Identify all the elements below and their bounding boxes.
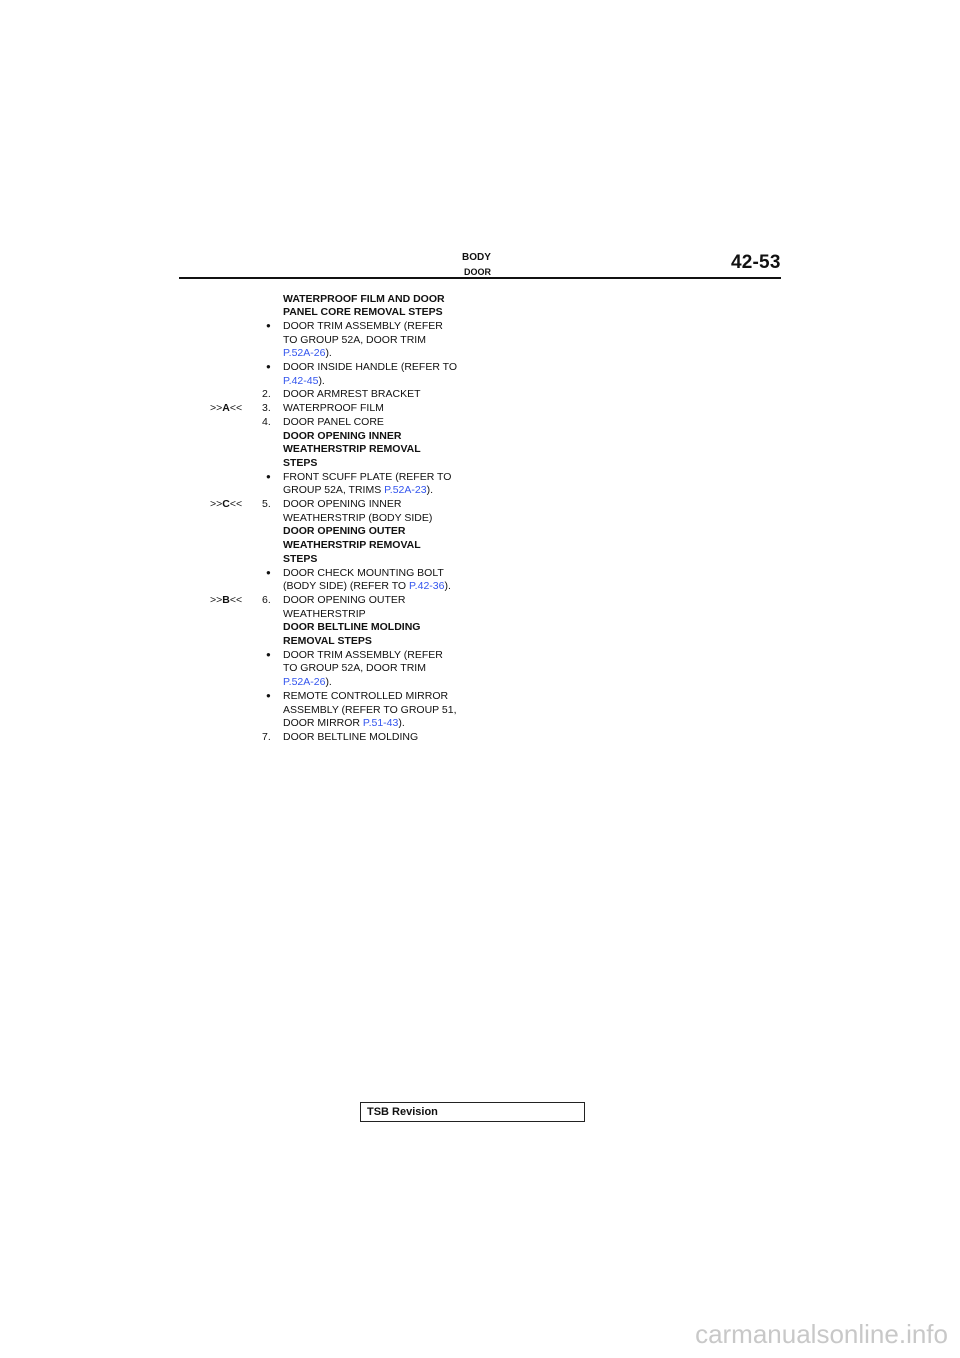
procedure-line (0, 346, 960, 360)
tag-close: << (229, 593, 243, 606)
line-text (283, 401, 384, 415)
line-text-content: DOOR OPENING OUTER (283, 525, 406, 538)
line-text (283, 634, 372, 648)
subsection-title: DOOR (464, 267, 491, 277)
line-text (283, 442, 421, 456)
line-text (283, 689, 448, 703)
bullet-icon: ● (266, 471, 271, 481)
line-text-content: PANEL CORE REMOVAL STEPS (283, 306, 443, 319)
line-text (283, 415, 384, 429)
line-text-content: REMOTE CONTROLLED MIRROR (283, 689, 449, 702)
line-text-content: FRONT SCUFF PLATE (REFER TO (283, 470, 452, 483)
line-text (283, 333, 426, 347)
line-text (283, 511, 432, 525)
reference-suffix: ). (444, 580, 451, 593)
tsb-revision-label: TSB Revision (367, 1106, 438, 1118)
line-text-content: REMOVAL STEPS (283, 635, 372, 647)
line-text-content: STEPS (283, 456, 318, 469)
bullet-icon: ● (266, 690, 271, 700)
page-number: 42-53 (731, 252, 781, 273)
tag-open: >> (210, 498, 223, 510)
procedure-line (0, 319, 960, 333)
tag-close: << (229, 498, 243, 510)
step-reference-tag (210, 593, 242, 607)
line-text (283, 593, 406, 607)
line-text-content: DOOR TRIM ASSEMBLY (REFER (283, 648, 443, 661)
line-text (283, 620, 420, 634)
procedure-line (0, 730, 960, 744)
page-reference-link[interactable]: P.52A-26 (283, 676, 326, 689)
line-text (283, 716, 405, 730)
step-number: 7. (262, 730, 271, 743)
procedure-line (0, 387, 960, 401)
reference-suffix: ). (318, 374, 325, 387)
procedure-line (0, 511, 960, 525)
steps-heading-line (0, 456, 960, 470)
tag-open: >> (210, 593, 223, 606)
line-text-content: GROUP 52A, TRIMS (283, 484, 385, 497)
step-number: 4. (262, 415, 271, 428)
procedure-line (0, 579, 960, 593)
section-title: BODY (462, 252, 491, 263)
line-text (283, 346, 332, 360)
procedure-line (0, 360, 960, 374)
line-text-content: WEATHERSTRIP REMOVAL (283, 539, 421, 552)
line-text (283, 429, 401, 443)
steps-heading-line (0, 442, 960, 456)
line-text (283, 730, 418, 744)
page-reference-link[interactable]: P.52A-26 (283, 347, 326, 360)
steps-heading-line (0, 620, 960, 634)
line-text-content: WEATHERSTRIP (BODY SIDE) (283, 511, 433, 524)
line-text-content: DOOR BELTLINE MOLDING (283, 621, 421, 634)
bullet-icon: ● (266, 649, 271, 659)
reference-suffix: ). (325, 347, 332, 360)
line-text (283, 374, 325, 388)
bullet-icon: ● (266, 567, 271, 577)
line-text (283, 675, 332, 689)
line-text-content: TO GROUP 52A, DOOR TRIM (283, 662, 426, 675)
procedure-line (0, 470, 960, 484)
procedure-line (0, 661, 960, 675)
line-text (283, 703, 457, 717)
line-text-content: WATERPROOF FILM (283, 402, 384, 415)
line-text-content: WATERPROOF FILM AND DOOR (283, 292, 445, 305)
steps-heading-line (0, 634, 960, 648)
line-text-content: DOOR BELTLINE MOLDING (283, 730, 419, 743)
page-reference-link[interactable]: P.51-43 (362, 717, 399, 730)
line-text (283, 470, 451, 484)
steps-heading-line (0, 552, 960, 566)
procedure-line (0, 716, 960, 730)
line-text (283, 360, 457, 374)
steps-heading-line (0, 305, 960, 319)
line-text (283, 305, 443, 319)
line-text-content: DOOR INSIDE HANDLE (REFER TO (283, 361, 458, 373)
line-text (283, 538, 421, 552)
steps-heading-line (0, 524, 960, 538)
procedure-line (0, 415, 960, 429)
line-text (283, 648, 443, 662)
tag-letter: C (222, 498, 230, 510)
step-reference-tag (210, 497, 242, 511)
line-text-content: (BODY SIDE) (REFER TO (283, 580, 410, 593)
step-number: 6. (262, 593, 271, 606)
page-reference-link[interactable]: P.52A-23 (384, 484, 427, 497)
line-text (283, 292, 445, 306)
step-reference-tag (210, 401, 242, 415)
tag-letter: B (222, 593, 230, 606)
line-text-content: DOOR OPENING INNER (283, 429, 402, 442)
tsb-revision-box (360, 1102, 585, 1122)
procedure-line (0, 333, 960, 347)
bullet-icon: ● (266, 362, 271, 371)
line-text-content: WEATHERSTRIP REMOVAL (283, 443, 421, 456)
tag-letter: A (222, 402, 230, 415)
line-text-content: TO GROUP 52A, DOOR TRIM (283, 333, 426, 346)
procedure-line (0, 648, 960, 662)
tag-close: << (229, 402, 243, 415)
page-reference-link[interactable]: P.42-36 (409, 580, 445, 593)
line-text-content: DOOR CHECK MOUNTING BOLT (283, 566, 444, 579)
procedure-line (0, 566, 960, 580)
watermark: carmanualsonline.info (695, 1319, 948, 1349)
line-text (283, 456, 317, 470)
tag-open: >> (210, 402, 223, 415)
line-text-content: DOOR TRIM ASSEMBLY (REFER (283, 319, 443, 332)
step-number: 2. (262, 388, 271, 401)
line-text (283, 661, 426, 675)
line-text (283, 566, 444, 580)
line-text (283, 524, 406, 538)
line-text-content: DOOR OPENING INNER (283, 498, 402, 510)
line-text (283, 552, 317, 566)
header-rule (179, 277, 781, 279)
line-text (283, 319, 443, 333)
step-number: 3. (262, 402, 271, 415)
procedure-line (0, 675, 960, 689)
reference-suffix: ). (325, 676, 332, 689)
procedure-line (0, 593, 960, 607)
line-text-content: ASSEMBLY (REFER TO GROUP 51, (283, 703, 457, 716)
procedure-line (0, 703, 960, 717)
line-text-content: DOOR OPENING OUTER (283, 593, 406, 606)
line-text-content: DOOR MIRROR (283, 717, 363, 730)
reference-suffix: ). (398, 717, 405, 730)
procedure-line (0, 401, 960, 415)
line-text (283, 387, 421, 401)
procedure-line (0, 483, 960, 497)
line-text-content: WEATHERSTRIP (283, 607, 366, 620)
procedure-line (0, 374, 960, 388)
procedure-line (0, 607, 960, 621)
line-text-content: DOOR ARMREST BRACKET (283, 388, 421, 401)
line-text (283, 607, 366, 621)
procedure-line (0, 689, 960, 703)
line-text (283, 579, 451, 593)
page-reference-link[interactable]: P.42-45 (283, 374, 319, 387)
line-text (283, 497, 401, 511)
line-text-content: DOOR PANEL CORE (283, 415, 384, 428)
bullet-icon: ● (266, 320, 271, 330)
steps-heading-line (0, 538, 960, 552)
step-number: 5. (262, 498, 271, 510)
line-text-content: STEPS (283, 552, 318, 565)
steps-heading-line (0, 292, 960, 306)
reference-suffix: ). (426, 484, 433, 497)
line-text (283, 483, 433, 497)
procedure-line (0, 497, 960, 511)
steps-heading-line (0, 429, 960, 443)
